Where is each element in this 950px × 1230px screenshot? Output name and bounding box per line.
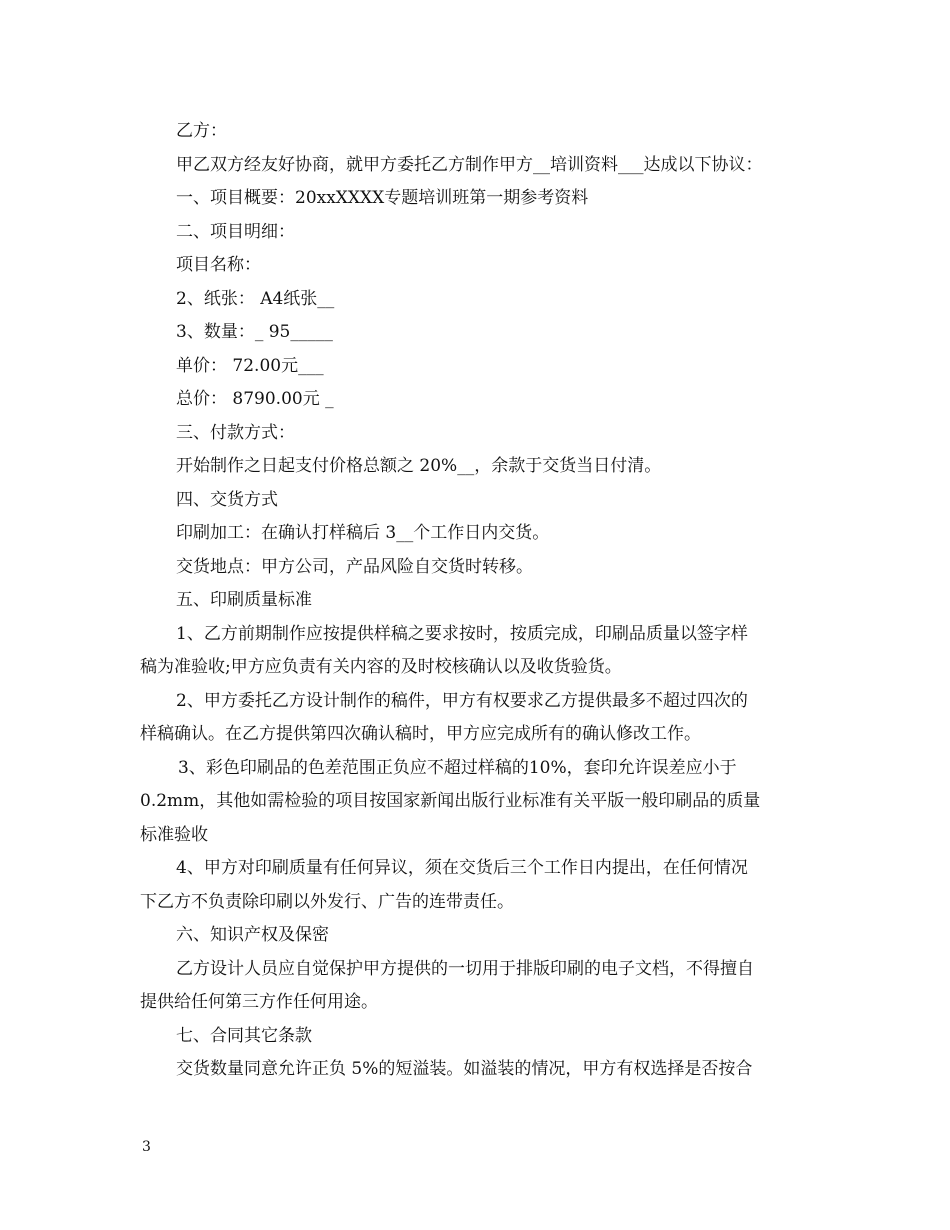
quality-clause-4-line-2: 下乙方不负责除印刷以外发行、广告的连带责任。 (140, 891, 514, 912)
project-overview: 一、项目概要：20xxXXXX专题培训班第一期参考资料 (176, 188, 589, 208)
paper-line: 2、纸张： A4纸张__ (176, 288, 335, 309)
section-heading-payment: 三、付款方式： (176, 422, 295, 443)
agreement-intro: 甲乙双方经友好协商，就甲方委托乙方制作甲方__培训资料___达成以下协议： (176, 154, 763, 175)
quality-clause-3-line-2: 0.2mm，其他如需检验的项目按国家新闻出版行业标准有关平版一般印刷品的质量 (140, 791, 761, 811)
ip-clause-line-1: 乙方设计人员应自觉保护甲方提供的一切用于排版印刷的电子文档，不得擅自 (176, 958, 754, 979)
section-heading-ip: 六、知识产权及保密 (176, 925, 329, 945)
quality-clause-2-line-2: 样稿确认。在乙方提供第四次确认稿时，甲方应完成所有的确认修改工作。 (140, 724, 701, 744)
project-name-line: 项目名称： (176, 255, 261, 275)
delivery-location-line: 交货地点：甲方公司，产品风险自交货时转移。 (176, 556, 533, 577)
quality-clause-2-line-1: 2、甲方委托乙方设计制作的稿件，甲方有权要求乙方提供最多不超过四次的 (176, 690, 748, 711)
party-b-line: 乙方： (176, 121, 227, 141)
quality-clause-1-line-2: 稿为准验收;甲方应负责有关内容的及时校核确认以及收货验货。 (140, 657, 622, 677)
quality-clause-3-line-3: 标准验收 (140, 824, 208, 845)
quantity-line: 3、数量：_ 95_____ (176, 322, 333, 342)
other-terms-line-1: 交货数量同意允许正负 5%的短溢装。如溢装的情况，甲方有权选择是否按合 (176, 1059, 753, 1079)
printing-delivery-line: 印刷加工：在确认打样稿后 3__个工作日内交货。 (176, 523, 550, 543)
section-heading-project-details: 二、项目明细： (176, 221, 295, 242)
unit-price-line: 单价： 72.00元___ (176, 355, 324, 376)
quality-clause-4-line-1: 4、甲方对印刷质量有任何异议，须在交货后三个工作日内提出，在任何情况 (176, 858, 748, 878)
total-price-line: 总价： 8790.00元 _ (176, 389, 334, 409)
page-number: 3 (142, 1139, 151, 1155)
quality-clause-3-line-1: 3、彩色印刷品的色差范围正负应不超过样稿的10%，套印允许误差应小于 (178, 757, 737, 778)
section-heading-quality: 五、印刷质量标准 (176, 590, 312, 610)
section-heading-delivery: 四、交货方式 (176, 489, 278, 510)
section-heading-other-terms: 七、合同其它条款 (176, 1025, 312, 1046)
payment-terms-line: 开始制作之日起支付价格总额之 20%__，余款于交货当日付清。 (176, 456, 662, 476)
document-body (140, 115, 812, 1087)
quality-clause-1-line-1: 1、乙方前期制作应按提供样稿之要求按时，按质完成，印刷品质量以签字样 (176, 623, 748, 644)
ip-clause-line-2: 提供给任何第三方作任何用途。 (140, 992, 378, 1012)
